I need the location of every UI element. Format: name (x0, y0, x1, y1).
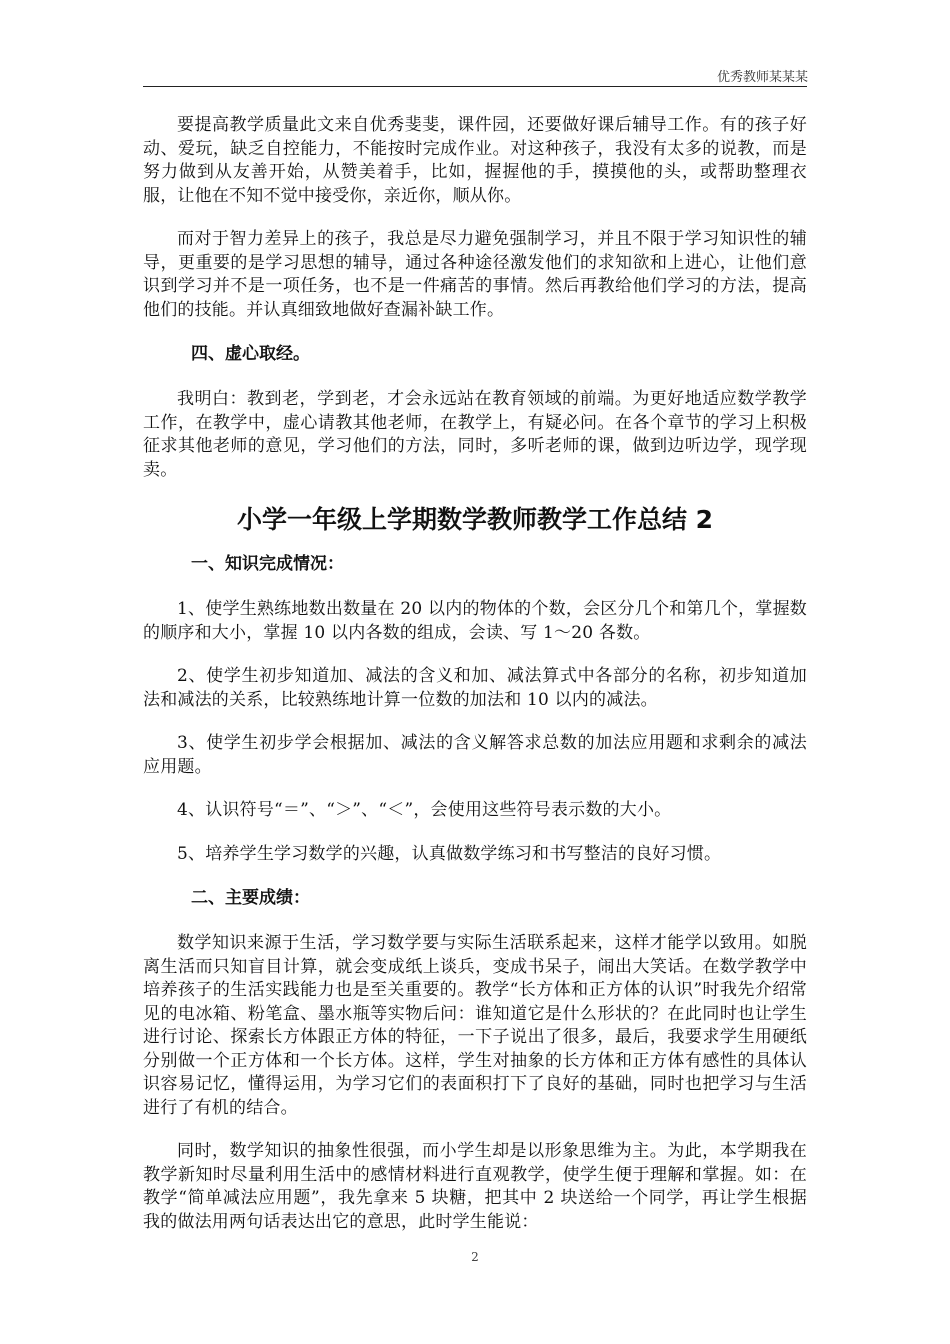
section-heading-knowledge: 一、知识完成情况： (191, 554, 344, 574)
knowledge-item-4: 4、认识符号“＝”、“＞”、“＜”，会使用这些符号表示数的大小。 (177, 800, 672, 820)
knowledge-item-1: 1、使学生熟练地数出数量在 20 以内的物体的个数，会区分几个和第几个，掌握数的顺序和大小，掌握 10 以内各数的组成，会读、写 1～20 各数。 (143, 599, 807, 643)
document-title: 小学一年级上学期数学教师教学工作总结 2 (236, 505, 714, 534)
paragraph-tutoring: 要提高教学质量此文来自优秀斐斐，课件园，还要做好课后辅导工作。有的孩子好动、爱玩，缺乏自控能力，不能按时完成作业。对这种孩子，我没有太多的说教，而是努力做到从友善开始，从赞美着手，比如，握握他的手，摸摸他的头，或帮助整理衣服，让他在不知不觉中接受你，亲近你，顺从你。 (143, 115, 807, 206)
section-heading-achievements: 二、主要成绩： (191, 888, 310, 908)
paragraph-intelligence-differences: 而对于智力差异上的孩子，我总是尽力避免强制学习，并且不限于学习知识性的辅导，更重要的是学习思想的辅导，通过各种途径激发他们的求知欲和上进心，让他们意识到学习并不是一项任务，也不是一件痛苦的事情。然后再教给他们学习的方法，提高他们的技能。并认真细致地做好查漏补缺工作。 (143, 229, 807, 320)
page-number: 2 (471, 1250, 479, 1264)
paragraph-intuitive-teaching: 同时，数学知识的抽象性很强，而小学生却是以形象思维为主。为此，本学期我在教学新知时尽量利用生活中的感情材料进行直观教学，使学生便于理解和掌握。如：在教学“简单减法应用题”，我先拿来 5 块糖，把其中 2 块送给一个同学，再让学生根据我的做法用两句话表达出它的意思，此时学生能说： (143, 1141, 807, 1232)
header-author: 优秀教师某某某 (716, 70, 808, 85)
paragraph-life-practice: 数学知识来源于生活，学习数学要与实际生活联系起来，这样才能学以致用。如脱离生活而只知盲目计算，就会变成纸上谈兵，变成书呆子，闹出大笑话。在数学教学中培养孩子的生活实践能力也是至关重要的。教学“长方体和正方体的认识”时我先介绍常见的电冰箱、粉笔盒、墨水瓶等实物后问：谁知道它是什么形状的？在此同时也让学生进行讨论、探索长方体跟正方体的特征，一下子说出了很多，最后，我要求学生用硬纸分别做一个正方体和一个长方体。这样，学生对抽象的长方体和正方体有感性的具体认识容易记忆，懂得运用，为学习它们的表面积打下了良好的基础，同时也把学习与生活进行了有机的结合。 (143, 933, 807, 1118)
paragraph-learning: 我明白：教到老，学到老，才会永远站在教育领域的前端。为更好地适应数学教学工作，在教学中，虚心请教其他老师，在教学上，有疑必问。在各个章节的学习上积极征求其他老师的意见，学习他们的方法，同时，多听老师的课，做到边听边学，现学现卖。 (143, 389, 807, 480)
section-heading-learning: 四、虚心取经。 (191, 344, 310, 364)
knowledge-item-2: 2、使学生初步知道加、减法的含义和加、减法算式中各部分的名称，初步知道加法和减法的关系，比较熟练地计算一位数的加法和 10 以内的减法。 (143, 666, 807, 710)
document-body (143, 114, 807, 1254)
knowledge-item-3: 3、使学生初步学会根据加、减法的含义解答求总数的加法应用题和求剩余的减法应用题。 (143, 733, 807, 777)
header-rule (143, 86, 807, 87)
knowledge-item-5: 5、培养学生学习数学的兴趣，认真做数学练习和书写整洁的良好习惯。 (177, 843, 722, 864)
